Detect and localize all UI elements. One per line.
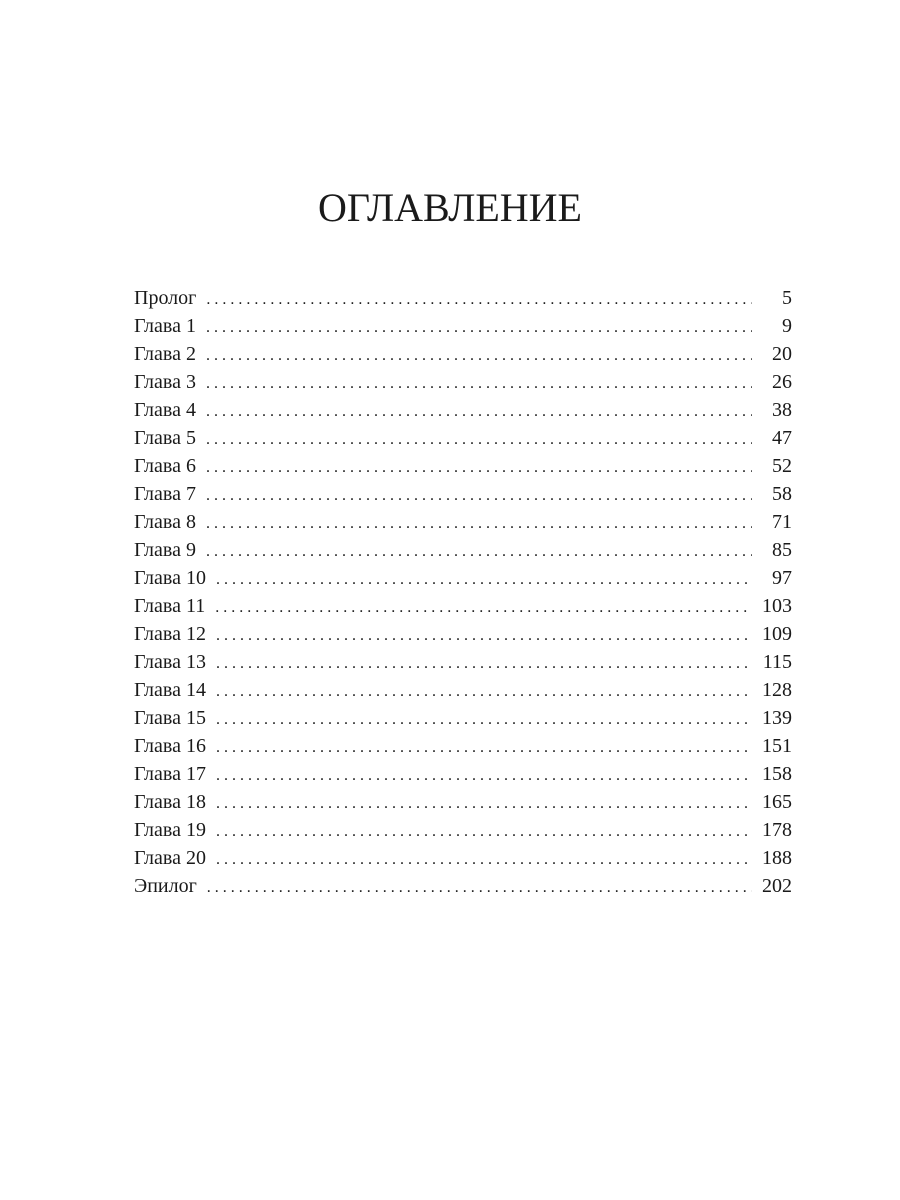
dot-leader	[206, 482, 752, 510]
toc-entry-page: 52	[772, 455, 792, 477]
toc-entry	[134, 872, 792, 900]
toc-entry-page: 85	[772, 539, 792, 561]
toc-entry-label: Глава 7	[134, 483, 196, 505]
toc-entry-label: Глава 9	[134, 539, 196, 561]
dot-leader	[216, 762, 752, 790]
toc-entry-label: Глава 3	[134, 371, 196, 393]
toc-entry-page: 202	[762, 875, 792, 897]
toc-entry-label: Глава 2	[134, 343, 196, 365]
toc-entry	[134, 844, 792, 872]
toc-entry-page: 109	[762, 623, 792, 645]
toc-entry	[134, 312, 792, 340]
toc-entry-page: 38	[772, 399, 792, 421]
toc-entry-label: Глава 20	[134, 847, 206, 869]
toc-entry-page: 47	[772, 427, 792, 449]
dot-leader	[216, 846, 752, 874]
page-title: ОГЛАВЛЕНИЕ	[318, 185, 582, 230]
dot-leader	[216, 650, 752, 678]
toc-entry-label: Глава 10	[134, 567, 206, 589]
toc-entry-label: Пролог	[134, 287, 197, 309]
dot-leader	[206, 370, 752, 398]
toc-entry	[134, 284, 792, 312]
toc-entry	[134, 620, 792, 648]
toc-entry	[134, 340, 792, 368]
dot-leader	[206, 314, 752, 342]
dot-leader	[207, 874, 752, 902]
toc-entry-page: 165	[762, 791, 792, 813]
toc-entry-page: 178	[762, 819, 792, 841]
toc-entry-page: 139	[762, 707, 792, 729]
dot-leader	[206, 538, 752, 566]
dot-leader	[206, 398, 752, 426]
toc-entry-page: 5	[782, 287, 792, 309]
dot-leader	[216, 678, 752, 706]
toc-entry-page: 103	[762, 595, 792, 617]
toc-entry-page: 115	[762, 651, 792, 673]
toc-entry-page: 9	[782, 315, 792, 337]
toc-entry-label: Глава 15	[134, 707, 206, 729]
toc-entry-label: Глава 11	[134, 595, 206, 617]
toc-entry-page: 128	[762, 679, 792, 701]
toc-entry-label: Глава 14	[134, 679, 206, 701]
toc-entry-label: Глава 17	[134, 763, 206, 785]
toc-entry-label: Эпилог	[134, 875, 197, 897]
toc-entry-label: Глава 5	[134, 427, 196, 449]
toc-entry	[134, 648, 792, 676]
toc-entry	[134, 760, 792, 788]
toc-entry	[134, 508, 792, 536]
toc-entry	[134, 424, 792, 452]
toc-entry	[134, 676, 792, 704]
toc-entry-page: 158	[762, 763, 792, 785]
dot-leader	[206, 286, 752, 314]
toc-entry-page: 58	[772, 483, 792, 505]
toc-entry-label: Глава 19	[134, 819, 206, 841]
toc-entry-label: Глава 18	[134, 791, 206, 813]
toc-entry-label: Глава 6	[134, 455, 196, 477]
dot-leader	[206, 454, 752, 482]
toc-entry-page: 26	[772, 371, 792, 393]
toc-entry-page: 188	[762, 847, 792, 869]
toc-entry	[134, 732, 792, 760]
dot-leader	[206, 510, 752, 538]
dot-leader	[216, 818, 752, 846]
dot-leader	[216, 706, 752, 734]
toc-entry-label: Глава 1	[134, 315, 196, 337]
toc-entry-page: 151	[762, 735, 792, 757]
toc-entry-label: Глава 4	[134, 399, 196, 421]
toc-entry	[134, 536, 792, 564]
dot-leader	[206, 426, 752, 454]
toc-entry	[134, 480, 792, 508]
toc-entry	[134, 704, 792, 732]
dot-leader	[216, 566, 752, 594]
toc-entry	[134, 788, 792, 816]
toc-entry-label: Глава 8	[134, 511, 196, 533]
toc-entry-label: Глава 12	[134, 623, 206, 645]
toc-entry-label: Глава 13	[134, 651, 206, 673]
toc-entry-label: Глава 16	[134, 735, 206, 757]
toc-entry	[134, 592, 792, 620]
dot-leader	[215, 594, 752, 622]
dot-leader	[216, 622, 752, 650]
toc-entry-page: 20	[772, 343, 792, 365]
toc-entry	[134, 452, 792, 480]
toc-entry	[134, 368, 792, 396]
toc-entry	[134, 564, 792, 592]
table-of-contents	[134, 284, 792, 900]
dot-leader	[216, 790, 752, 818]
toc-entry	[134, 396, 792, 424]
toc-entry-page: 71	[772, 511, 792, 533]
dot-leader	[206, 342, 752, 370]
toc-entry-page: 97	[772, 567, 792, 589]
toc-entry	[134, 816, 792, 844]
dot-leader	[216, 734, 752, 762]
